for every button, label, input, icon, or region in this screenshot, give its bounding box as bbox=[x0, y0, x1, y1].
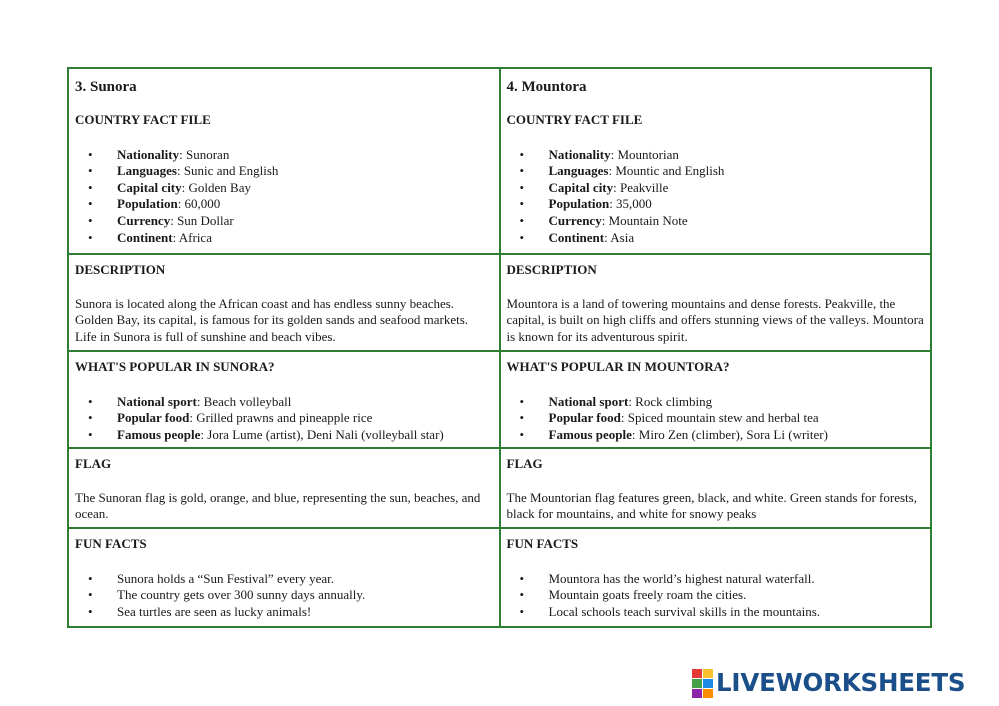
fun-fact-item bbox=[507, 571, 925, 588]
fact-item bbox=[75, 196, 493, 213]
bullet: • bbox=[519, 146, 525, 162]
fact-item bbox=[507, 213, 925, 230]
sunora-fact-file-cell bbox=[68, 68, 500, 254]
fact-file-heading: COUNTRY FACT FILE bbox=[506, 112, 643, 127]
fun-fact-item bbox=[75, 587, 493, 604]
fact-item bbox=[75, 230, 493, 247]
bullet: • bbox=[88, 229, 93, 245]
fact-item bbox=[507, 230, 925, 247]
flag-heading: FLAG bbox=[75, 456, 112, 471]
fact-value: : Peakville bbox=[613, 179, 669, 195]
fun-fact-text: Mountora has the world’s highest natural waterfall. bbox=[548, 570, 815, 586]
fact-file-heading: COUNTRY FACT FILE bbox=[75, 112, 211, 127]
fact-label: Currency bbox=[117, 212, 171, 228]
popular-item bbox=[75, 427, 493, 444]
bullet: • bbox=[519, 587, 525, 603]
bullet: • bbox=[88, 426, 93, 442]
fun-fact-text: Local schools teach survival skills in the mountains. bbox=[548, 603, 821, 619]
fun-fact-text: Sunora holds a “Sun Festival” every year. bbox=[117, 570, 334, 586]
popular-list bbox=[75, 394, 493, 444]
country-fact-table bbox=[67, 67, 932, 628]
mountora-flag-cell bbox=[500, 448, 932, 528]
logo-mark-icon bbox=[692, 669, 713, 698]
mountora-popular-cell bbox=[500, 351, 932, 448]
logo-tile bbox=[692, 689, 702, 698]
fact-list bbox=[75, 147, 493, 247]
fun-facts-list bbox=[75, 571, 493, 621]
mountora-fact-file-cell bbox=[500, 68, 932, 254]
popular-item bbox=[75, 410, 493, 427]
fact-label: Nationality bbox=[117, 146, 180, 162]
country-title: 3. Sunora bbox=[75, 79, 137, 95]
fact-value: : 35,000 bbox=[609, 196, 652, 212]
fact-value: : Golden Bay bbox=[181, 179, 251, 195]
fact-item bbox=[75, 180, 493, 197]
fact-label: Continent bbox=[548, 229, 605, 245]
popular-value: : Spiced mountain stew and herbal tea bbox=[620, 410, 819, 426]
description-text: Sunora is located along the African coast and has endless sunny beaches. Golden Bay, its capital, is famous for its golden sands and seafood markets. Life in Sunora is full of sunshine and beach vibes. bbox=[75, 295, 469, 344]
bullet: • bbox=[519, 179, 525, 195]
fact-value: : Mountain Note bbox=[601, 212, 688, 228]
popular-value: : Miro Zen (climber), Sora Li (writer) bbox=[631, 426, 828, 442]
fact-value: : Mountorian bbox=[610, 146, 679, 162]
fun-fact-item bbox=[507, 604, 925, 621]
bullet: • bbox=[88, 603, 93, 619]
popular-item bbox=[75, 394, 493, 411]
logo-tile bbox=[692, 679, 702, 688]
logo-tile bbox=[692, 669, 702, 678]
popular-label: Famous people bbox=[548, 426, 632, 442]
fun-fact-text: The country gets over 300 sunny days annually. bbox=[117, 587, 366, 603]
fact-label: Nationality bbox=[548, 146, 611, 162]
fact-label: Currency bbox=[548, 212, 602, 228]
bullet: • bbox=[88, 146, 93, 162]
popular-label: Popular food bbox=[548, 410, 621, 426]
bullet: • bbox=[519, 393, 525, 409]
fact-label: Languages bbox=[548, 163, 609, 179]
logo-text: LIVEWORKSHEETS bbox=[716, 668, 966, 697]
country-title: 4. Mountora bbox=[506, 79, 587, 95]
mountora-fun-facts-cell bbox=[500, 528, 932, 627]
fact-value: : Asia bbox=[604, 229, 635, 245]
fact-list bbox=[507, 147, 925, 247]
fact-value: : Sun Dollar bbox=[170, 212, 234, 228]
bullet: • bbox=[88, 163, 93, 179]
description-text: Mountora is a land of towering mountains and dense forests. Peakville, the capital, is built on high cliffs and offers stunning views of the valleys. Mountora is known for its adventurous spirit. bbox=[506, 295, 924, 344]
sunora-fun-facts-cell bbox=[68, 528, 500, 627]
fun-fact-text: Mountain goats freely roam the cities. bbox=[548, 587, 747, 603]
sunora-flag-cell bbox=[68, 448, 500, 528]
bullet: • bbox=[519, 426, 525, 442]
bullet: • bbox=[88, 410, 93, 426]
logo-tile bbox=[703, 669, 713, 678]
fact-label: Capital city bbox=[117, 179, 182, 195]
fact-value: : Africa bbox=[172, 229, 212, 245]
sunora-description-cell bbox=[68, 254, 500, 351]
popular-row bbox=[68, 351, 931, 448]
popular-value: : Jora Lume (artist), Deni Nali (volleyball star) bbox=[200, 426, 444, 442]
popular-item bbox=[507, 394, 925, 411]
fact-item bbox=[507, 196, 925, 213]
popular-item bbox=[507, 427, 925, 444]
popular-value: : Rock climbing bbox=[628, 393, 713, 409]
popular-item bbox=[507, 410, 925, 427]
fun-fact-item bbox=[75, 571, 493, 588]
fact-file-row bbox=[68, 68, 931, 254]
fact-label: Languages bbox=[117, 163, 177, 179]
fact-label: Capital city bbox=[548, 179, 614, 195]
fact-value: : Sunoran bbox=[179, 146, 230, 162]
fact-label: Continent bbox=[117, 229, 173, 245]
fact-value: : Mountic and English bbox=[608, 163, 725, 179]
flag-text: The Sunoran flag is gold, orange, and blue, representing the sun, beaches, and ocean. bbox=[75, 489, 481, 522]
flag-heading: FLAG bbox=[506, 456, 543, 471]
bullet: • bbox=[519, 570, 525, 586]
fact-item bbox=[75, 213, 493, 230]
popular-label: Famous people bbox=[117, 426, 201, 442]
fun-fact-text: Sea turtles are seen as lucky animals! bbox=[117, 603, 312, 619]
bullet: • bbox=[519, 212, 525, 228]
fact-value: : Sunic and English bbox=[176, 163, 279, 179]
popular-heading: WHAT'S POPULAR IN MOUNTORA? bbox=[506, 359, 730, 374]
fact-label: Population bbox=[548, 196, 610, 212]
fact-item bbox=[507, 147, 925, 164]
bullet: • bbox=[519, 196, 525, 212]
fun-facts-heading: FUN FACTS bbox=[75, 536, 147, 551]
bullet: • bbox=[519, 603, 525, 619]
bullet: • bbox=[519, 229, 525, 245]
fact-item bbox=[75, 163, 493, 180]
mountora-description-cell bbox=[500, 254, 932, 351]
fun-facts-list bbox=[507, 571, 925, 621]
popular-label: National sport bbox=[548, 393, 629, 409]
bullet: • bbox=[88, 570, 93, 586]
logo-tile bbox=[703, 679, 713, 688]
sunora-popular-cell bbox=[68, 351, 500, 448]
popular-label: Popular food bbox=[117, 410, 190, 426]
fun-facts-heading: FUN FACTS bbox=[506, 536, 579, 551]
fun-facts-row bbox=[68, 528, 931, 627]
bullet: • bbox=[88, 179, 93, 195]
fact-item bbox=[507, 180, 925, 197]
fact-item bbox=[75, 147, 493, 164]
bullet: • bbox=[88, 587, 93, 603]
logo-tile bbox=[703, 689, 713, 698]
flag-text: The Mountorian flag features green, black, and white. Green stands for forests, black for mountains, and white for snowy peaks bbox=[506, 489, 917, 522]
bullet: • bbox=[519, 163, 525, 179]
description-row bbox=[68, 254, 931, 351]
fun-fact-item bbox=[75, 604, 493, 621]
flag-row bbox=[68, 448, 931, 528]
description-heading: DESCRIPTION bbox=[506, 262, 597, 277]
fun-fact-item bbox=[507, 587, 925, 604]
popular-heading: WHAT'S POPULAR IN SUNORA? bbox=[75, 359, 275, 374]
popular-value: : Grilled prawns and pineapple rice bbox=[189, 410, 373, 426]
fact-value: : 60,000 bbox=[177, 196, 221, 212]
bullet: • bbox=[88, 393, 93, 409]
fact-label: Population bbox=[117, 196, 178, 212]
liveworksheets-logo[interactable] bbox=[692, 668, 965, 698]
popular-value: : Beach volleyball bbox=[196, 393, 292, 409]
bullet: • bbox=[88, 212, 93, 228]
popular-label: National sport bbox=[117, 393, 197, 409]
description-heading: DESCRIPTION bbox=[75, 262, 166, 277]
popular-list bbox=[507, 394, 925, 444]
bullet: • bbox=[519, 410, 525, 426]
fact-item bbox=[507, 163, 925, 180]
bullet: • bbox=[88, 196, 93, 212]
